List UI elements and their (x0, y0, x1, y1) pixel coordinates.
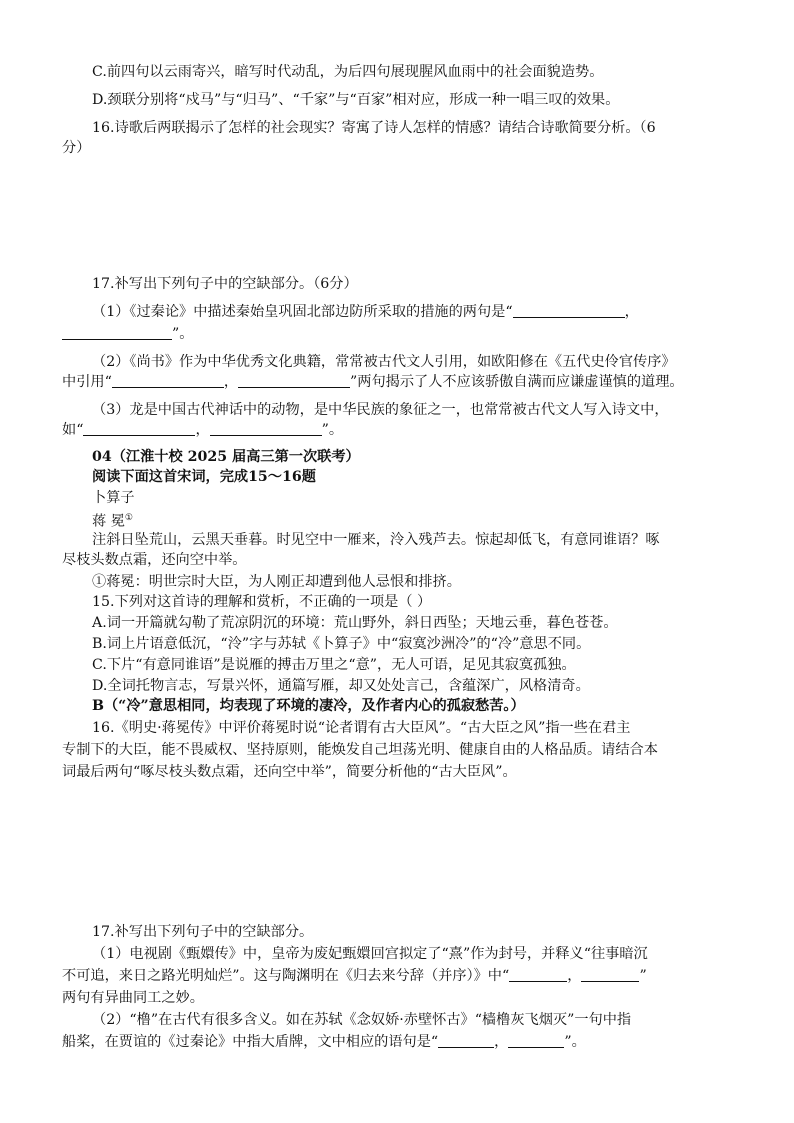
poem-author (92, 508, 133, 532)
question-17-2-text: 船桨，在贾谊的《过秦论》中指大盾牌，文中相应的语句是“ (62, 1034, 439, 1050)
question-17-2-line-2 (62, 372, 684, 392)
answer-blank[interactable] (438, 1033, 494, 1048)
poem-line-2: 尽枝头数点霜，还向空中举。 (62, 552, 247, 568)
separator: ， (567, 968, 582, 984)
poem-title: 卜算子 (92, 490, 135, 506)
question-16-line-1: 16.诗歌后两联揭示了怎样的社会现实？寄寓了诗人怎样的情感？请结合诗歌简要分析。（6 (92, 120, 656, 136)
option-a: A.词一开篇就勾勒了荒凉阴沉的环境：荒山野外，斜日西坠；天地云垂，暮色苍苍。 (92, 615, 618, 631)
closing-quote: ” (639, 968, 647, 984)
answer-blank[interactable] (112, 373, 224, 388)
footnote: ①蒋冕：明世宗时大臣，为人刚正却遭到他人忌恨和排挤。 (92, 574, 461, 590)
reading-instruction: 阅读下面这首宋词，完成15～16题 (92, 469, 316, 485)
question-17-title: 17.补写出下列句子中的空缺部分。（6分） (92, 276, 358, 292)
option-d: D.全词托物言志，写景兴怀，通篇写雁，却又处处言己，含蕴深广，风格清奇。 (92, 678, 590, 694)
question-15-stem: 15.下列对这首诗的理解和赏析，不正确的一项是（ ） (92, 594, 432, 610)
option-b: B.词上片语意低沉，“泠”字与苏轼《卜算子》中“寂寞沙洲冷”的“冷”意思不同。 (92, 636, 591, 652)
closing-quote: ”。 (564, 1034, 586, 1050)
question-16-line-2: 分） (62, 140, 91, 156)
closing-quote: ”。 (321, 422, 344, 438)
answer-key: B（“冷”意思相同，均表现了环境的凄冷，及作者内心的孤寂愁苦。） (92, 698, 525, 714)
separator: ， (624, 304, 639, 320)
question-17-1-line-2 (62, 324, 193, 344)
answer-blank[interactable] (238, 373, 350, 388)
option-d: D.颈联分别将“戍马”与“归马”、“千家”与“百家”相对应，形成一种一唱三叹的效果。 (92, 92, 620, 108)
question-17-title: 17.补写出下列句子中的空缺部分。 (92, 924, 314, 940)
answer-blank[interactable] (509, 967, 567, 982)
separator: ， (223, 374, 239, 390)
poem-line-1: 注斜日坠荒山，云黑天垂暮。时见空中一雁来，泠入残芦去。惊起却低飞，有意同谁语？啄 (92, 532, 660, 548)
exam-header: 04（江淮十校 2025 届高三第一次联考） (92, 449, 360, 465)
question-16-line-2: 专制下的大臣，能不畏威权、坚持原则，能焕发自己坦荡光明、健康自由的人格品质。请结合本 (62, 742, 658, 758)
question-17-3-line-2 (62, 420, 343, 440)
author-name: 蒋 冕 (92, 513, 125, 530)
answer-blank[interactable] (62, 325, 172, 340)
question-17-3-line-1: （3）龙是中国古代神话中的动物，是中华民族的象征之一，也常常被古代文人写入诗文中， (92, 402, 669, 418)
question-17-1-text: 不可追，来日之路光明灿烂”。这与陶渊明在《归去来兮辞（并序）》中“ (62, 968, 510, 984)
question-17-1-text: （1）《过秦论》中描述秦始皇巩固北部边防所采取的措施的两句是“ (92, 304, 513, 320)
option-c: C.前四句以云雨寄兴，暗写时代动乱，为后四句展现腥风血雨中的社会面貌造势。 (92, 64, 604, 80)
question-17-1-line-1: （1）电视剧《甄嬛传》中，皇帝为废妃甄嬛回宫拟定了“熹”作为封号，并释义“往事暗沉 (92, 946, 648, 962)
answer-blank[interactable] (210, 421, 322, 436)
answer-blank[interactable] (83, 421, 195, 436)
question-17-2-line-1: （2）《尚书》作为中华优秀文化典籍，常常被古代文人引用，如欧阳修在《五代史伶官传序》 (92, 354, 676, 370)
question-17-1-line-3: 两句有异曲同工之妙。 (62, 990, 204, 1006)
answer-blank[interactable] (581, 967, 639, 982)
question-17-1-line-1 (92, 302, 639, 322)
question-17-2-end: ”两句揭示了人不应该骄傲自满而应谦虚谨慎的道理。 (350, 374, 684, 390)
footnote-mark: ① (124, 513, 133, 523)
question-16-line-3: 词最后两句“啄尽枝头数点霜，还向空中举”，简要分析他的“古大臣风”。 (62, 764, 517, 780)
closing-quote: ”。 (172, 326, 194, 342)
separator: ， (195, 422, 210, 438)
question-16-line-1: 16.《明史·蒋冕传》中评价蒋冕时说“论者谓有古大臣风”。“古大臣之风”指一些在君主 (92, 720, 631, 736)
separator: ， (494, 1034, 509, 1050)
answer-blank[interactable] (513, 303, 625, 318)
question-17-2-line-1: （2）“橹”在古代有很多含义。如在苏轼《念奴娇·赤壁怀古》“樯橹灰飞烟灭”一句中指 (92, 1012, 632, 1028)
option-c: C.下片“有意同谁语”是说雁的搏击万里之“意”，无人可语，足见其寂寞孤独。 (92, 657, 576, 673)
answer-blank[interactable] (508, 1033, 564, 1048)
question-17-2-text: 中引用“ (62, 374, 112, 390)
question-17-1-line-2 (62, 966, 647, 986)
question-17-2-line-2 (62, 1032, 586, 1052)
question-17-3-text: 如“ (62, 422, 84, 438)
